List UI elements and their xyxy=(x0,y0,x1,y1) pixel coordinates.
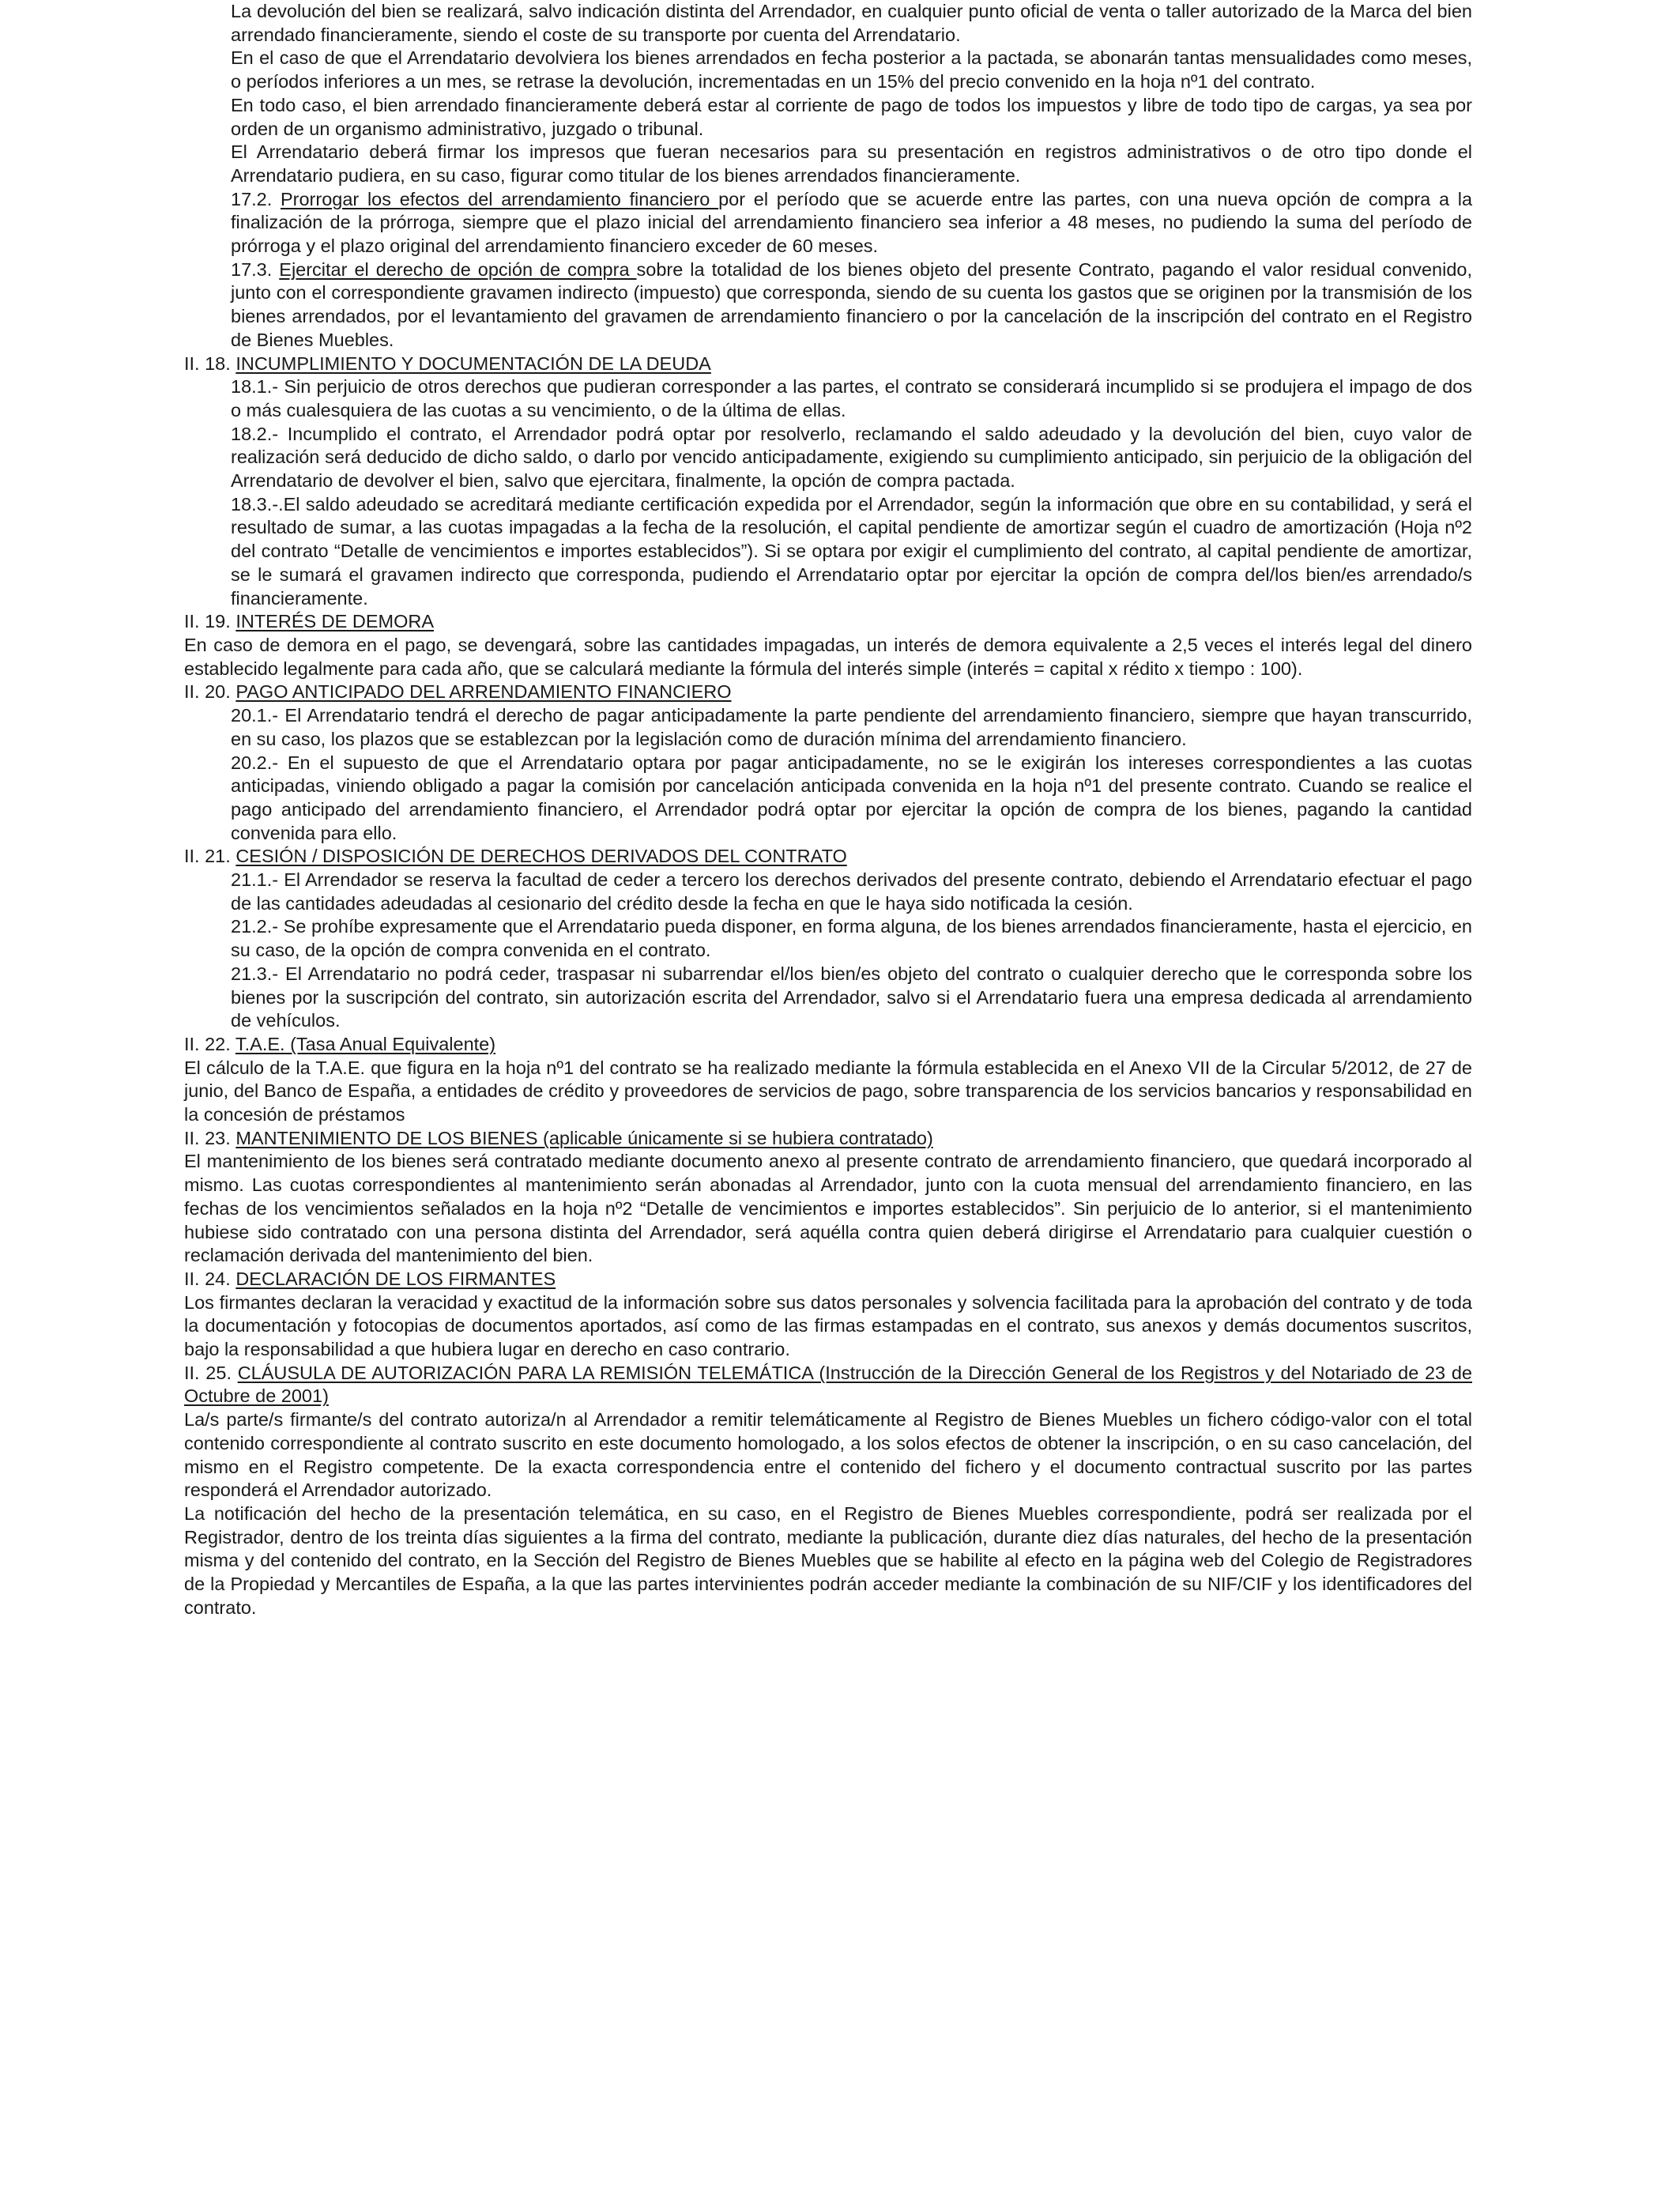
section-24-number: II. 24. xyxy=(184,1268,236,1289)
section-24-heading xyxy=(184,1268,1472,1291)
intro-paragraph-4: El Arrendatario deberá firmar los impresos que fueran necesarios para su presentación en registros administrativos o de otro tipo donde el Arrendatario pudiera, en su caso, figurar como titular de los bienes arrendados financieramente. xyxy=(231,141,1472,186)
section-20-heading xyxy=(184,680,1472,704)
clause-17-2-number: 17.2. xyxy=(231,188,281,209)
section-25-heading xyxy=(184,1362,1472,1408)
section-23-number: II. 23. xyxy=(184,1127,236,1148)
section-18-number: II. 18. xyxy=(184,352,236,374)
section-18-heading xyxy=(184,352,1472,376)
section-21-heading xyxy=(184,845,1472,869)
clause-17-3-title: Ejercitar el derecho de opción de compra xyxy=(279,258,637,280)
section-19-heading xyxy=(184,610,1472,634)
clause-17-2-text: por el período que se acuerde entre las partes, con una nueva opción de compra a la finalización de la prórroga, siempre que el plazo inicial del arrendamiento financiero sea inferior a 48 meses, no pudiendo la suma del período de prórroga y el plazo original del arrendamiento financiero exceder de 60 meses. xyxy=(231,188,1473,257)
clause-17-3-number: 17.3. xyxy=(231,258,280,280)
section-23-heading xyxy=(184,1127,1472,1151)
clause-21-1: 21.1.- El Arrendador se reserva la facultad de ceder a tercero los derechos derivados del presente contrato, debiendo el Arrendatario efectuar el pago de las cantidades adeudadas al cesionario del crédito desde la fecha en que le haya sido notificada la cesión. xyxy=(231,869,1472,914)
section-22-heading xyxy=(184,1033,1472,1057)
clause-21-3: 21.3.- El Arrendatario no podrá ceder, traspasar ni subarrendar el/los bien/es objeto del contrato o cualquier derecho que le corresponda sobre los bienes por la suscripción del contrato, sin autorización escrita del Arrendador, salvo si el Arrendatario fuera una empresa dedicada al arrendamiento de vehículos. xyxy=(231,963,1472,1031)
contract-page xyxy=(184,0,1472,1620)
clause-17-2 xyxy=(184,188,1472,258)
section-22-text: El cálculo de la T.A.E. que figura en la hoja nº1 del contrato se ha realizado mediante la fórmula establecida en el Anexo VII de la Circular 5/2012, de 27 de junio, del Banco de España, a entidades de crédito y proveedores de servicios de pago, sobre transparencia de los servicios bancarios y responsabilidad en la concesión de préstamos xyxy=(184,1057,1472,1125)
section-23-title: MANTENIMIENTO DE LOS BIENES (aplicable únicamente si se hubiera contratado) xyxy=(235,1127,933,1148)
clause-20-1: 20.1.- El Arrendatario tendrá el derecho de pagar anticipadamente la parte pendiente del arrendamiento financiero, siempre que hayan transcurrido, en su caso, los plazos que se establezcan por la legislación como de duración mínima del arrendamiento financiero. xyxy=(231,705,1472,749)
section-24-title: DECLARACIÓN DE LOS FIRMANTES xyxy=(235,1268,556,1289)
section-20-title: PAGO ANTICIPADO DEL ARRENDAMIENTO FINANCIERO xyxy=(235,681,732,703)
clause-17-3-text: sobre la totalidad de los bienes objeto del presente Contrato, pagando el valor residual convenido, junto con el correspondiente gravamen indirecto (impuesto) que corresponda, siendo de su cuenta los gastos que se originen por la transmisión de los bienes arrendados, por el levantamiento del gravamen de arrendamiento financiero o por la cancelación de la inscripción del contrato en el Registro de Bienes Muebles. xyxy=(231,258,1472,350)
section-22-number: II. 22. xyxy=(184,1033,235,1054)
clause-18-2: 18.2.- Incumplido el contrato, el Arrendador podrá optar por resolverlo, reclamando el saldo adeudado y la devolución del bien, cuyo valor de realización será deducido de dicho saldo, o darlo por vencido anticipadamente, exigiendo su cumplimiento anticipado, sin perjuicio de la obligación del Arrendatario de devolver el bien, salvo que ejercitara, finalmente, la opción de compra pactada. xyxy=(231,423,1472,492)
clause-21-2: 21.2.- Se prohíbe expresamente que el Arrendatario pueda disponer, en forma alguna, de los bienes arrendados financieramente, hasta el ejercicio, en su caso, de la opción de compra convenida en el contrato. xyxy=(231,916,1472,961)
intro-paragraph-2: En el caso de que el Arrendatario devolviera los bienes arrendados en fecha posterior a la pactada, se abonarán tantas mensualidades como meses, o períodos inferiores a un mes, se retrase la devolución, incrementadas en un 15% del precio convenido en la hoja nº1 del contrato. xyxy=(231,47,1472,92)
clause-17-2-title: Prorrogar los efectos del arrendamiento financiero xyxy=(280,188,719,209)
clause-17-3 xyxy=(184,258,1472,352)
clause-18-3: 18.3.-.El saldo adeudado se acreditará mediante certificación expedida por el Arrendador, según la información que obre en su contabilidad, y será el resultado de sumar, a las cuotas impagadas a la fecha de la resolución, el capital pendiente de amortizar según el cuadro de amortización (Hoja nº2 del contrato “Detalle de vencimientos e importes establecidos”). Si se optara por exigir el cumplimiento del contrato, al capital pendiente de amortizar, se le sumará el gravamen indirecto que corresponda, pudiendo el Arrendatario optar por ejercitar la opción de compra del/los bien/es arrendado/s financieramente. xyxy=(231,493,1472,609)
section-19-title: INTERÉS DE DEMORA xyxy=(235,611,435,632)
section-23-text: El mantenimiento de los bienes será contratado mediante documento anexo al presente contrato de arrendamiento financiero, que quedará incorporado al mismo. Las cuotas correspondientes al mantenimiento serán abonadas al Arrendador, junto con la cuota mensual del arrendamiento financiero, en las fechas de los vencimientos señalados en la hoja nº2 “Detalle de vencimientos e importes establecidos”. Sin perjuicio de lo anterior, si el mantenimiento hubiese sido contratado con una persona distinta del Arrendador, será aquélla contra quien deberá dirigirse el Arrendatario para cualquier cuestión o reclamación derivada del mantenimiento del bien. xyxy=(184,1151,1472,1266)
clause-20-2: 20.2.- En el supuesto de que el Arrendatario optara por pagar anticipadamente, no se le exigirán los intereses correspondientes a las cuotas anticipadas, viniendo obligado a pagar la comisión por cancelación anticipada convenida en la hoja nº1 del presente contrato. Cuando se realice el pago anticipado del arrendamiento financiero, el Arrendador podrá optar por ejercitar la opción de compra de los bienes, pagando la cantidad convenida para ello. xyxy=(231,752,1472,843)
section-21-title: CESIÓN / DISPOSICIÓN DE DERECHOS DERIVADOS DEL CONTRATO xyxy=(235,846,847,867)
clause-18-1: 18.1.- Sin perjuicio de otros derechos que pudieran corresponder a las partes, el contrato se considerará incumplido si se produjera el impago de dos o más cualesquiera de las cuotas a su vencimiento, o de la última de ellas. xyxy=(231,376,1472,420)
section-25-title: CLÁUSULA DE AUTORIZACIÓN PARA LA REMISIÓN TELEMÁTICA (Instrucción de la Dirección General de los Registros y del Notariado de 23 de Octubre de 2001) xyxy=(184,1362,1472,1407)
section-25-paragraph-2: La notificación del hecho de la presentación telemática, en su caso, en el Registro de Bienes Muebles correspondiente, podrá ser realizada por el Registrador, dentro de los treinta días siguientes a la firma del contrato, mediante la publicación, durante diez días naturales, del hecho de la presentación misma y del contenido del contrato, en la Sección del Registro de Bienes Muebles que se habilite al efecto en la página web del Colegio de Registradores de la Propiedad y Mercantiles de España, a la que las partes intervinientes podrán acceder mediante la combinación de su NIF/CIF y los identificadores del contrato. xyxy=(184,1503,1472,1618)
section-24-text: Los firmantes declaran la veracidad y exactitud de la información sobre sus datos personales y solvencia facilitada para la aprobación del contrato y de toda la documentación y fotocopias de documentos aportados, así como de las firmas estampadas en el contrato, sus anexos y demás documentos suscritos, bajo la responsabilidad a que hubiera lugar en derecho en caso contrario. xyxy=(184,1291,1472,1360)
intro-paragraph-1: La devolución del bien se realizará, salvo indicación distinta del Arrendador, en cualquier punto oficial de venta o taller autorizado de la Marca del bien arrendado financieramente, siendo el coste de su transporte por cuenta del Arrendatario. xyxy=(231,1,1472,45)
section-20-number: II. 20. xyxy=(184,681,236,703)
section-21-number: II. 21. xyxy=(184,846,236,867)
section-25-paragraph-1: La/s parte/s firmante/s del contrato autoriza/n al Arrendador a remitir telemáticamente al Registro de Bienes Muebles un fichero código-valor con el total contenido correspondiente al contrato suscrito en este documento homologado, a los solos efectos de obtener la inscripción, o en su caso cancelación, del mismo en el Registro competente. De la exacta correspondencia entre el contenido del fichero y el documento contractual suscrito por las partes responderá el Arrendador autorizado. xyxy=(184,1409,1472,1501)
section-25-number: II. 25. xyxy=(184,1362,238,1383)
section-18-title: INCUMPLIMIENTO Y DOCUMENTACIÓN DE LA DEUDA xyxy=(235,352,711,374)
section-19-text: En caso de demora en el pago, se devengará, sobre las cantidades impagadas, un interés de demora equivalente a 2,5 veces el interés legal del dinero establecido legalmente para cada año, que se calculará mediante la fórmula del interés simple (interés = capital x rédito x tiempo : 100). xyxy=(184,634,1472,679)
section-19-number: II. 19. xyxy=(184,611,236,632)
section-22-title: T.A.E. (Tasa Anual Equivalente) xyxy=(235,1033,496,1054)
intro-paragraph-3: En todo caso, el bien arrendado financieramente deberá estar al corriente de pago de todos los impuestos y libre de todo tipo de cargas, ya sea por orden de un organismo administrativo, juzgado o tribunal. xyxy=(231,94,1472,139)
